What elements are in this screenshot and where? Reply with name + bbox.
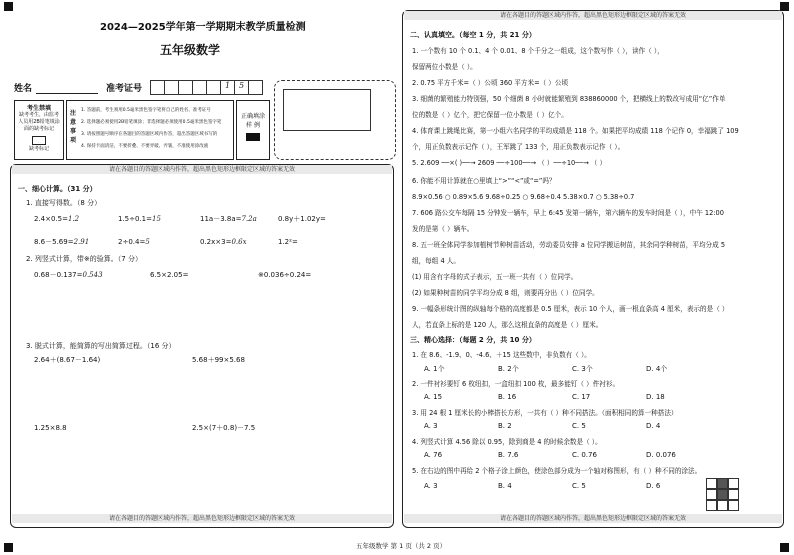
- section-heading: 一、细心计算。（31 分）: [18, 185, 97, 193]
- exam-no-digit: 1: [221, 80, 235, 95]
- oral-calc-item: 8.6－5.69=2.91: [34, 238, 90, 246]
- exam-title: 2024—2025学年第一学期期末教学质量检测: [100, 22, 306, 33]
- attention-item: 1. 答题前，考生须用0.5毫米黑色签字笔将自己的姓名、准考证号: [81, 108, 211, 113]
- oral-calc-item: 1.2²=: [278, 238, 298, 246]
- fill-line: 4. 体育课上跳绳比赛，第一小组六名同学的平均成绩是 118 个。如果把平均成绩 118 个记作 0，幸福跳了 109: [412, 127, 739, 135]
- choice-option: B. 16: [498, 393, 517, 401]
- fill-line: 1. 一个数有 10 个 0.1、4 个 0.01、8 个千分之一组成，这个数写作（ ），读作（ ），: [412, 47, 664, 55]
- attention-item: 3. 请按照题号顺序在各题目的答题区域内作答，超出答题区域书写的: [81, 132, 218, 137]
- oral-calc-item: 1.5÷0.1=15: [118, 215, 161, 223]
- notice-line: 面的缺考标记: [23, 126, 54, 132]
- registration-mark: [4, 543, 13, 552]
- attention-label: 注意事项: [70, 110, 77, 144]
- name-label: 姓名: [14, 84, 33, 94]
- fill-line: 位的数是（ ）亿个，把它保留一位小数是（ ）亿个。: [412, 111, 568, 119]
- choice-option: A. 15: [424, 393, 443, 401]
- choice-option: D. 18: [646, 393, 665, 401]
- question-heading: 1. 直接写得数。（8 分）: [26, 199, 102, 207]
- stepwise-calc-item: 2.5×(7＋0.8)－7.5: [192, 424, 256, 432]
- fill-line: 2. 0.75 平方千米=（ ）公顷 360 平方米=（ ）公顷: [412, 79, 569, 87]
- choice-option: C. 3个: [572, 365, 593, 373]
- fill-line: 个，用正负数表示记作（ ），王军跳了 133 个，用正负数表示记作（ ）。: [412, 143, 625, 151]
- fill-line: (1) 用含有字母的式子表示，五一班一共有（ ）位同学。: [412, 273, 578, 281]
- fill-line: 8. 五一班全体同学参加植树节种树苗活动，劳动委员安排 a 位同学搬运树苗，其余同学种树苗，平均分成 5: [412, 241, 726, 249]
- page-footer: 五年级数学 第 1 页（共 2 页）: [356, 542, 447, 550]
- question-heading: 2. 列竖式计算，带※的验算。（7 分）: [26, 255, 142, 263]
- choice-option: A. 3: [424, 482, 438, 490]
- fill-line: (2) 如果种树苗的同学平均分成 8 组，则要再分出（ ）位同学。: [412, 289, 599, 297]
- question-heading: 3. 脱式计算，能简算的写出简算过程。（16 分）: [26, 342, 176, 350]
- choice-option: B. 4: [498, 482, 512, 490]
- answer-area-banner: 请在各题目的答题区域内作答，超出黑色矩形边框限定区域的答案无效: [404, 11, 782, 20]
- filled-example-mark: [246, 133, 260, 141]
- choice-option: A. 1个: [424, 365, 445, 373]
- fill-example-box: [236, 100, 270, 160]
- attention-item: 2. 选择题必须使用2B铅笔填涂；非选择题必须使用0.5毫米黑色签字笔: [81, 120, 222, 125]
- choice-option: A. 76: [424, 451, 443, 459]
- choice-question: 1. 在 8.6、-1.9、0、-4.6、＋15 这些数中，非负数有（ ）。: [412, 351, 591, 359]
- vertical-calc-item: 6.5×2.05=: [150, 271, 189, 279]
- choice-option: B. 2个: [498, 365, 519, 373]
- barcode-area: [274, 80, 396, 160]
- fill-line: 6. 你能不用计算就在○里填上“>”“<”或“=”吗？: [412, 177, 556, 185]
- answer-area-banner: 请在各题目的答题区域内作答，超出黑色矩形边框限定区域的答案无效: [404, 514, 782, 523]
- choice-option: A. 3: [424, 422, 438, 430]
- choice-option: D. 6: [646, 482, 661, 490]
- registration-mark: [780, 2, 789, 11]
- exam-no-last: 5: [235, 80, 249, 95]
- barcode-sticker-box: [283, 89, 371, 131]
- choice-option: C. 5: [572, 482, 586, 490]
- absent-checkbox[interactable]: [32, 136, 46, 145]
- registration-mark: [780, 543, 789, 552]
- stepwise-calc-item: 1.25×8.8: [34, 424, 67, 432]
- oral-calc-item: 11a－3.8a=7.2a: [200, 215, 257, 223]
- stepwise-calc-item: 2.64＋(8.67－1.64): [34, 356, 101, 364]
- choice-option: C. 17: [572, 393, 591, 401]
- missing-label: 缺考标记: [28, 146, 49, 152]
- vertical-calc-item: 0.68－0.137=0.543: [34, 271, 103, 279]
- choice-option: D. 0.076: [646, 451, 676, 459]
- fill-line: 保留两位小数是（ ）。: [412, 63, 477, 71]
- section-heading: 二、认真填空。（每空 1 分，共 21 分）: [410, 31, 536, 39]
- notice-line: 人员用2B铅笔填涂: [18, 119, 60, 125]
- oral-calc-item: 0.2x×3=0.6x: [200, 238, 247, 246]
- exam-no-boxes[interactable]: [150, 80, 263, 95]
- choice-option: B. 7.6: [498, 451, 519, 459]
- choice-question: 5. 在右边的图中再给 2 个格子涂上颜色，使涂色部分成为一个轴对称图形，有（ ）种不同的涂法。: [412, 467, 702, 475]
- fill-line: 人，若直条上标的是 120 人，那么这根直条的高度是（ ）厘米。: [412, 321, 603, 329]
- exam-no-label: 准考证号: [106, 84, 143, 94]
- choice-question: 3. 用 24 根 1 厘米长的小棒搭长方形，一共有（ ）种不同搭法。（面积相同的算一种搭法）: [412, 409, 678, 417]
- choice-question: 2. 一件衬衫要钉 6 枚纽扣，一盒纽扣 100 枚，最多能钉（ ）件衬衫。: [412, 380, 620, 388]
- fill-example-label: 正确填涂: [240, 113, 265, 120]
- choice-option: C. 5: [572, 422, 586, 430]
- fill-line: 9. 一幅条形统计图的纵轴每个格的高度都是 0.5 厘米，表示 10 个人，画一根直条高 4 厘米，表示的是（ ）: [412, 305, 729, 313]
- fill-example-sub: 样 例: [246, 122, 260, 129]
- fill-line: 发的是第（ ）辆车。: [412, 225, 474, 233]
- fill-line-arrow-chain: 5. 2.609 ──×( )──→ 2609 ──÷100──→ （ ）──÷10──→ （ ）: [412, 159, 607, 167]
- name-field[interactable]: [36, 93, 98, 94]
- attention-box: [66, 100, 234, 160]
- registration-mark: [4, 2, 13, 11]
- symmetry-grid-figure: [706, 478, 739, 511]
- oral-calc-item: 2.4×0.5=1.2: [34, 215, 80, 223]
- notice-title: 考生禁填: [26, 105, 51, 112]
- notice-line: 缺考考生，由监考: [18, 112, 59, 118]
- choice-option: C. 0.76: [572, 451, 597, 459]
- absent-notice-box: [14, 100, 64, 160]
- oral-calc-item: 2÷0.4=5: [118, 238, 150, 246]
- subject-title: 五年级数学: [160, 43, 221, 57]
- section-heading: 三、精心选择：（每题 2 分，共 10 分）: [410, 336, 536, 344]
- choice-question: 4. 列竖式计算 4.56 除以 0.95，除到商是 4 的时候余数是（ ）。: [412, 438, 602, 446]
- fill-line: 7. 606 路公交车每隔 15 分钟发一辆车，早上 6:45 发第一辆车，第六辆车的发车时间是（ ），中午 12:00: [412, 209, 724, 217]
- fill-line: 组，每组 4 人。: [412, 257, 460, 265]
- attention-item: 4. 保持卡面清洁，不要折叠、不要弄破、弄皱，不准使用涂改液: [81, 144, 209, 149]
- choice-option: B. 2: [498, 422, 512, 430]
- stepwise-calc-item: 5.68＋99×5.68: [192, 356, 245, 364]
- answer-area-banner: 请在各题目的答题区域内作答，超出黑色矩形边框限定区域的答案无效: [12, 514, 392, 523]
- choice-option: D. 4个: [646, 365, 668, 373]
- vertical-calc-item: ※0.036÷0.24=: [258, 271, 312, 279]
- fill-line: 3. 细菌的繁殖能力特别强，50 个细菌 8 小时就能繁殖到 838860000 个，把横线上的数改写成用“亿”作单: [412, 95, 726, 103]
- answer-area-banner: 请在各题目的答题区域内作答，超出黑色矩形边框限定区域的答案无效: [12, 165, 392, 174]
- fill-line: 8.9×0.56 ○ 0.89×5.6 9.68÷0.25 ○ 9.68÷0.4 5.38×0.7 ○ 5.38÷0.7: [412, 193, 635, 201]
- choice-option: D. 4: [646, 422, 661, 430]
- oral-calc-item: 0.8y＋1.02y=: [278, 215, 326, 223]
